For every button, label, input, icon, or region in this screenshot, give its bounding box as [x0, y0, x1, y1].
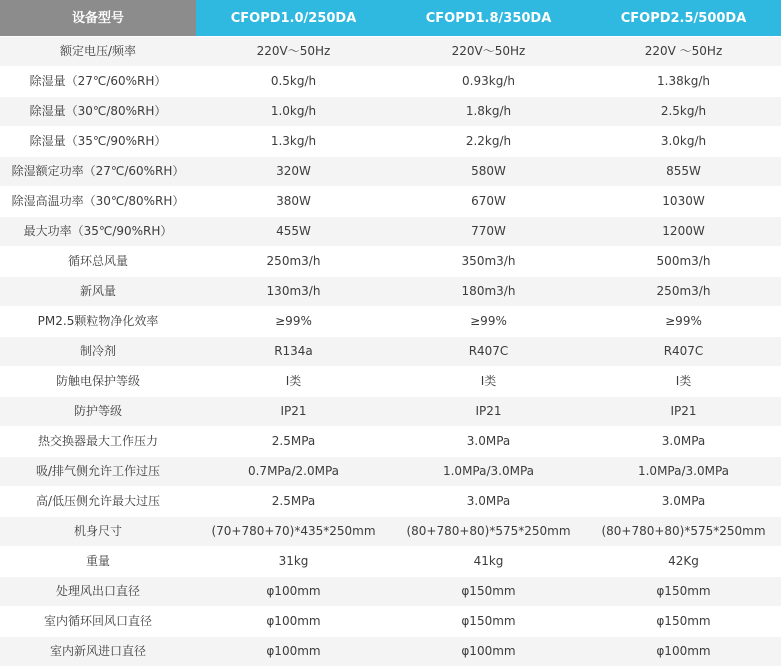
table-row	[0, 277, 781, 307]
row-label-cell: 重量	[0, 547, 196, 577]
row-value-cell: 350m3/h	[391, 247, 586, 277]
table-row	[0, 607, 781, 637]
row-value-cell: I类	[586, 367, 781, 397]
table-row	[0, 517, 781, 547]
table-row	[0, 307, 781, 337]
table-row	[0, 547, 781, 577]
row-label-cell: 室内循环回风口直径	[0, 607, 196, 637]
row-value-cell: 1.0MPa/3.0MPa	[586, 457, 781, 487]
row-value-cell: 1.3kg/h	[196, 127, 391, 157]
row-value-cell: I类	[196, 367, 391, 397]
row-label-cell: 高/低压侧允许最大过压	[0, 487, 196, 517]
row-value-cell: 3.0MPa	[586, 487, 781, 517]
row-value-cell: 1200W	[586, 217, 781, 247]
table-row	[0, 157, 781, 187]
table-row	[0, 637, 781, 667]
table-row	[0, 487, 781, 517]
header-cell-model-3: CFOPD2.5/500DA	[586, 0, 781, 37]
row-value-cell: ≥99%	[196, 307, 391, 337]
table-row	[0, 397, 781, 427]
table-row	[0, 217, 781, 247]
row-label-cell: 防触电保护等级	[0, 367, 196, 397]
row-label-cell: 新风量	[0, 277, 196, 307]
row-value-cell: φ150mm	[391, 607, 586, 637]
row-value-cell: 1.8kg/h	[391, 97, 586, 127]
table-row	[0, 127, 781, 157]
row-value-cell: 220V～50Hz	[391, 37, 586, 67]
row-value-cell: 0.7MPa/2.0MPa	[196, 457, 391, 487]
table-row	[0, 577, 781, 607]
row-value-cell: φ100mm	[586, 637, 781, 667]
row-value-cell: 670W	[391, 187, 586, 217]
row-label-cell: 处理风出口直径	[0, 577, 196, 607]
row-value-cell: 220V ～50Hz	[586, 37, 781, 67]
row-value-cell: R407C	[391, 337, 586, 367]
row-label-cell: 除湿额定功率（27℃/60%RH）	[0, 157, 196, 187]
row-value-cell: 3.0kg/h	[586, 127, 781, 157]
row-value-cell: I类	[391, 367, 586, 397]
row-value-cell: IP21	[586, 397, 781, 427]
row-value-cell: φ100mm	[196, 577, 391, 607]
row-label-cell: PM2.5颗粒物净化效率	[0, 307, 196, 337]
row-value-cell: 41kg	[391, 547, 586, 577]
row-value-cell: 770W	[391, 217, 586, 247]
header-cell-model-2: CFOPD1.8/350DA	[391, 0, 586, 37]
row-value-cell: 3.0MPa	[586, 427, 781, 457]
table-row	[0, 457, 781, 487]
row-value-cell: 380W	[196, 187, 391, 217]
row-value-cell: 1.0MPa/3.0MPa	[391, 457, 586, 487]
row-value-cell: 2.5kg/h	[586, 97, 781, 127]
row-value-cell: 500m3/h	[586, 247, 781, 277]
row-value-cell: φ150mm	[586, 607, 781, 637]
row-value-cell: ≥99%	[586, 307, 781, 337]
table-row	[0, 37, 781, 67]
row-value-cell: 1.38kg/h	[586, 67, 781, 97]
row-label-cell: 额定电压/频率	[0, 37, 196, 67]
row-value-cell: 31kg	[196, 547, 391, 577]
row-value-cell: 2.2kg/h	[391, 127, 586, 157]
row-label-cell: 最大功率（35℃/90%RH）	[0, 217, 196, 247]
row-value-cell: 130m3/h	[196, 277, 391, 307]
row-label-cell: 热交换器最大工作压力	[0, 427, 196, 457]
row-label-cell: 防护等级	[0, 397, 196, 427]
row-value-cell: 1.0kg/h	[196, 97, 391, 127]
row-value-cell: IP21	[196, 397, 391, 427]
row-value-cell: 2.5MPa	[196, 487, 391, 517]
row-value-cell: φ100mm	[391, 637, 586, 667]
header-cell-model-label: 设备型号	[0, 0, 196, 37]
row-label-cell: 制冷剂	[0, 337, 196, 367]
row-value-cell: 580W	[391, 157, 586, 187]
row-label-cell: 室内新风进口直径	[0, 637, 196, 667]
row-value-cell: 0.5kg/h	[196, 67, 391, 97]
row-value-cell: φ100mm	[196, 607, 391, 637]
row-value-cell: R407C	[586, 337, 781, 367]
row-value-cell: R134a	[196, 337, 391, 367]
row-value-cell: φ150mm	[391, 577, 586, 607]
row-label-cell: 机身尺寸	[0, 517, 196, 547]
row-value-cell: (70+780+70)*435*250mm	[196, 517, 391, 547]
row-value-cell: 320W	[196, 157, 391, 187]
row-label-cell: 除湿量（35℃/90%RH）	[0, 127, 196, 157]
row-value-cell: 855W	[586, 157, 781, 187]
table-row	[0, 337, 781, 367]
row-value-cell: 0.93kg/h	[391, 67, 586, 97]
row-value-cell: 250m3/h	[586, 277, 781, 307]
row-value-cell: 455W	[196, 217, 391, 247]
table-header-row	[0, 0, 781, 37]
row-value-cell: 250m3/h	[196, 247, 391, 277]
row-value-cell: 1030W	[586, 187, 781, 217]
table-row	[0, 247, 781, 277]
row-value-cell: (80+780+80)*575*250mm	[391, 517, 586, 547]
table-row	[0, 367, 781, 397]
row-label-cell: 除湿量（30℃/80%RH）	[0, 97, 196, 127]
row-value-cell: φ100mm	[196, 637, 391, 667]
row-value-cell: 42Kg	[586, 547, 781, 577]
table-row	[0, 97, 781, 127]
row-value-cell: (80+780+80)*575*250mm	[586, 517, 781, 547]
row-value-cell: 2.5MPa	[196, 427, 391, 457]
row-label-cell: 吸/排气侧允许工作过压	[0, 457, 196, 487]
row-value-cell: 3.0MPa	[391, 427, 586, 457]
row-value-cell: φ150mm	[586, 577, 781, 607]
row-label-cell: 除湿高温功率（30℃/80%RH）	[0, 187, 196, 217]
table-row	[0, 427, 781, 457]
row-value-cell: 180m3/h	[391, 277, 586, 307]
row-label-cell: 除湿量（27℃/60%RH）	[0, 67, 196, 97]
table-row	[0, 67, 781, 97]
row-label-cell: 循环总风量	[0, 247, 196, 277]
header-cell-model-1: CFOPD1.0/250DA	[196, 0, 391, 37]
row-value-cell: 220V～50Hz	[196, 37, 391, 67]
row-value-cell: 3.0MPa	[391, 487, 586, 517]
row-value-cell: ≥99%	[391, 307, 586, 337]
table-row	[0, 187, 781, 217]
row-value-cell: IP21	[391, 397, 586, 427]
